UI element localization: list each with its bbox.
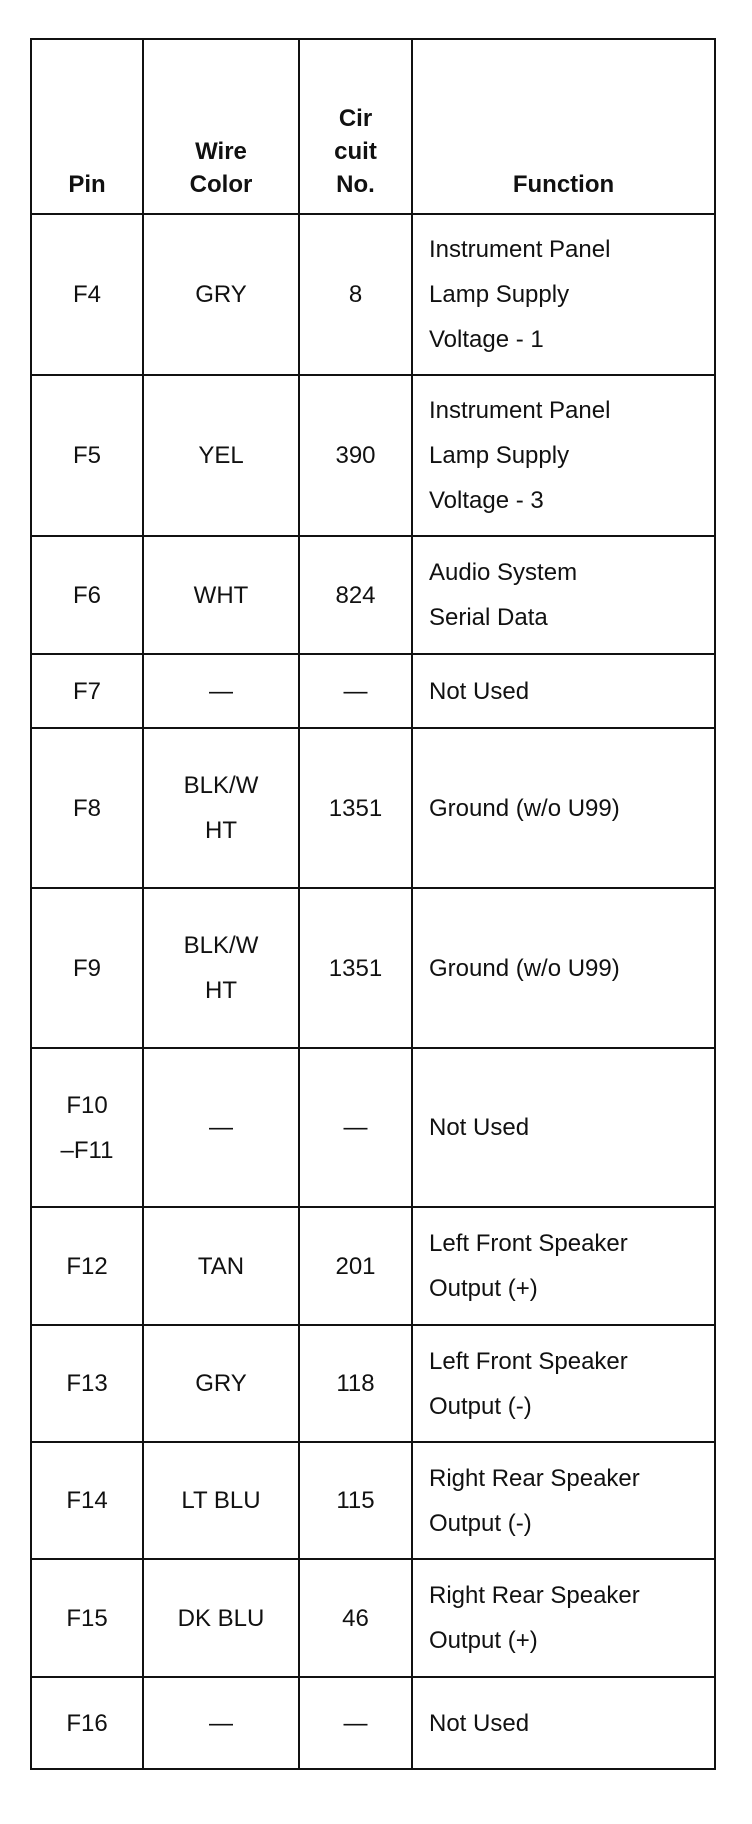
header-row (31, 39, 715, 214)
pin-cell: F6 (31, 536, 143, 654)
header-pin: Pin (31, 39, 143, 214)
wire-color-cell: GRY (143, 214, 299, 375)
wire-color-cell: LT BLU (143, 1442, 299, 1559)
pin-cell: F7 (31, 654, 143, 728)
function-cell: Right Rear Speaker Output (+) (412, 1559, 715, 1677)
circuit-no-cell: 118 (299, 1325, 412, 1442)
function-cell: Audio System Serial Data (412, 536, 715, 654)
wire-color-cell: — (143, 1677, 299, 1769)
function-cell: Not Used (412, 654, 715, 728)
table-row (31, 1677, 715, 1769)
function-cell: Instrument Panel Lamp Supply Voltage - 3 (412, 375, 715, 536)
function-cell: Left Front Speaker Output (+) (412, 1207, 715, 1325)
wire-color-cell: BLK/W HT (143, 728, 299, 888)
pin-cell: F15 (31, 1559, 143, 1677)
pin-table (30, 38, 716, 1770)
table-row (31, 375, 715, 536)
pin-cell: F4 (31, 214, 143, 375)
circuit-no-cell: — (299, 1677, 412, 1769)
function-cell: Ground (w/o U99) (412, 728, 715, 888)
circuit-no-cell: 1351 (299, 888, 412, 1048)
circuit-no-cell: 46 (299, 1559, 412, 1677)
wire-color-cell: — (143, 654, 299, 728)
pin-cell: F5 (31, 375, 143, 536)
pin-cell: F8 (31, 728, 143, 888)
circuit-no-cell: 8 (299, 214, 412, 375)
wire-color-cell: YEL (143, 375, 299, 536)
function-cell: Right Rear Speaker Output (-) (412, 1442, 715, 1559)
pin-cell: F16 (31, 1677, 143, 1769)
table-row (31, 214, 715, 375)
function-cell: Ground (w/o U99) (412, 888, 715, 1048)
pin-cell: F12 (31, 1207, 143, 1325)
table-row (31, 888, 715, 1048)
wire-color-cell: DK BLU (143, 1559, 299, 1677)
pin-cell: F13 (31, 1325, 143, 1442)
table-row (31, 654, 715, 728)
circuit-no-cell: 824 (299, 536, 412, 654)
circuit-no-cell: 1351 (299, 728, 412, 888)
table-row (31, 1048, 715, 1207)
function-cell: Instrument Panel Lamp Supply Voltage - 1 (412, 214, 715, 375)
table-row (31, 1325, 715, 1442)
table-row (31, 536, 715, 654)
circuit-no-cell: 201 (299, 1207, 412, 1325)
function-cell: Not Used (412, 1677, 715, 1769)
wire-color-cell: BLK/W HT (143, 888, 299, 1048)
table-header (31, 39, 715, 214)
circuit-no-cell: 390 (299, 375, 412, 536)
circuit-no-cell: 115 (299, 1442, 412, 1559)
header-function: Function (412, 39, 715, 214)
wire-color-cell: TAN (143, 1207, 299, 1325)
table-body (31, 214, 715, 1769)
header-circuit-no: Cir cuit No. (299, 39, 412, 214)
pin-cell: F14 (31, 1442, 143, 1559)
pin-cell: F9 (31, 888, 143, 1048)
circuit-no-cell: — (299, 654, 412, 728)
pin-cell: F10 –F11 (31, 1048, 143, 1207)
wire-color-cell: — (143, 1048, 299, 1207)
table-row (31, 1442, 715, 1559)
header-wire-color: Wire Color (143, 39, 299, 214)
function-cell: Left Front Speaker Output (-) (412, 1325, 715, 1442)
table-row (31, 1559, 715, 1677)
circuit-no-cell: — (299, 1048, 412, 1207)
table-row (31, 728, 715, 888)
wire-color-cell: WHT (143, 536, 299, 654)
function-cell: Not Used (412, 1048, 715, 1207)
table-row (31, 1207, 715, 1325)
wire-color-cell: GRY (143, 1325, 299, 1442)
